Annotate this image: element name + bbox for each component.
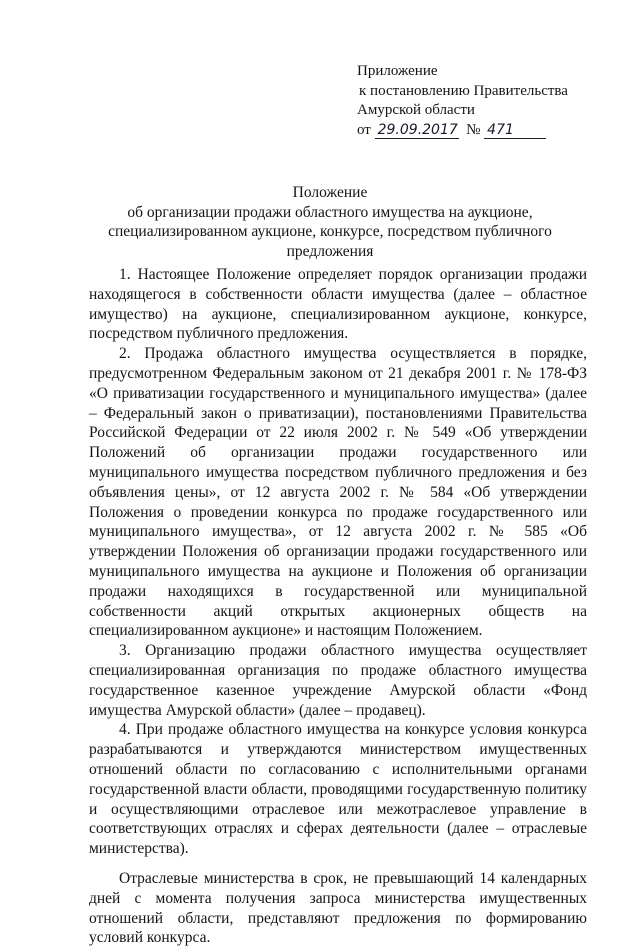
document-title bbox=[95, 183, 565, 261]
appendix-region-line: Амурской области bbox=[357, 102, 475, 118]
title-heading: Положение bbox=[292, 184, 368, 201]
number-label: № bbox=[466, 121, 481, 138]
paragraph-1: 1. Настоящее Положение определяет порядок организации продажи находящегося в собственности области имущества (далее – областное имущество) на аукционе, специализированном аукционе, конкурсе, посредством публичного предложения. bbox=[89, 266, 587, 343]
appendix-date-number-line bbox=[357, 121, 568, 141]
appendix-resolution-line: к постановлению Правительства bbox=[359, 82, 568, 99]
handwritten-date: 29.09.2017 bbox=[375, 122, 459, 139]
appendix-block bbox=[357, 62, 568, 140]
document-body bbox=[89, 265, 587, 948]
paragraph-3: 3. Организацию продажи областного имущества осуществляет специализированная организация по продаже областного имущества государственное казенное учреждение Амурской области «Фонд имущества Амурской области» (далее – продавец). bbox=[89, 642, 587, 719]
appendix-heading: Приложение bbox=[357, 63, 438, 79]
paragraph-4: 4. При продаже областного имущества на конкурсе условия конкурса разрабатываются и утверждаются министерством имущественных отношений области по согласованию с исполнительными органами государственной власти области, проводящими государственную политику и осуществляющими отраслевое или межотраслевое управление в соответствующих отраслях и сферах деятельности (далее – отраслевые министерства). bbox=[89, 721, 587, 858]
date-label: от bbox=[357, 121, 371, 138]
title-subject: об организации продажи областного имущества на аукционе, специализированном аукционе, конкурсе, посредством публичного предложения bbox=[108, 203, 552, 260]
paragraph-2: 2. Продажа областного имущества осуществляется в порядке, предусмотренном Федеральным законом от 21 декабря 2001 г. № 178-ФЗ «О приватизации государственного и муниципального имущества» (далее – Федеральный закон о приватизации), постановлениями Правительства Российской Федерации от 22 июля 2002 г. № 549 «Об утверждении Положений об организации продажи государственного или муниципального имущества посредством публичного предложения и без объявления цены», от 12 августа 2002 г. № 584 «Об утверждении Положения о проведении конкурса по продаже государственного или муниципального имущества», от 12 августа 2002 г. № 585 «Об утверждении Положения об организации продажи государственного или муниципального имущества на аукционе и Положения об организации продажи находящихся в государственной или муниципальной собственности акций открытых акционерных обществ на специализированном аукционе» и настоящим Положением. bbox=[89, 345, 587, 640]
paragraph-5: Отраслевые министерства в срок, не превышающий 14 календарных дней с момента получения запроса министерства имущественных отношений области, представляют предложения по формированию условий конкурса. bbox=[89, 869, 587, 947]
handwritten-number: 471 bbox=[484, 122, 546, 139]
